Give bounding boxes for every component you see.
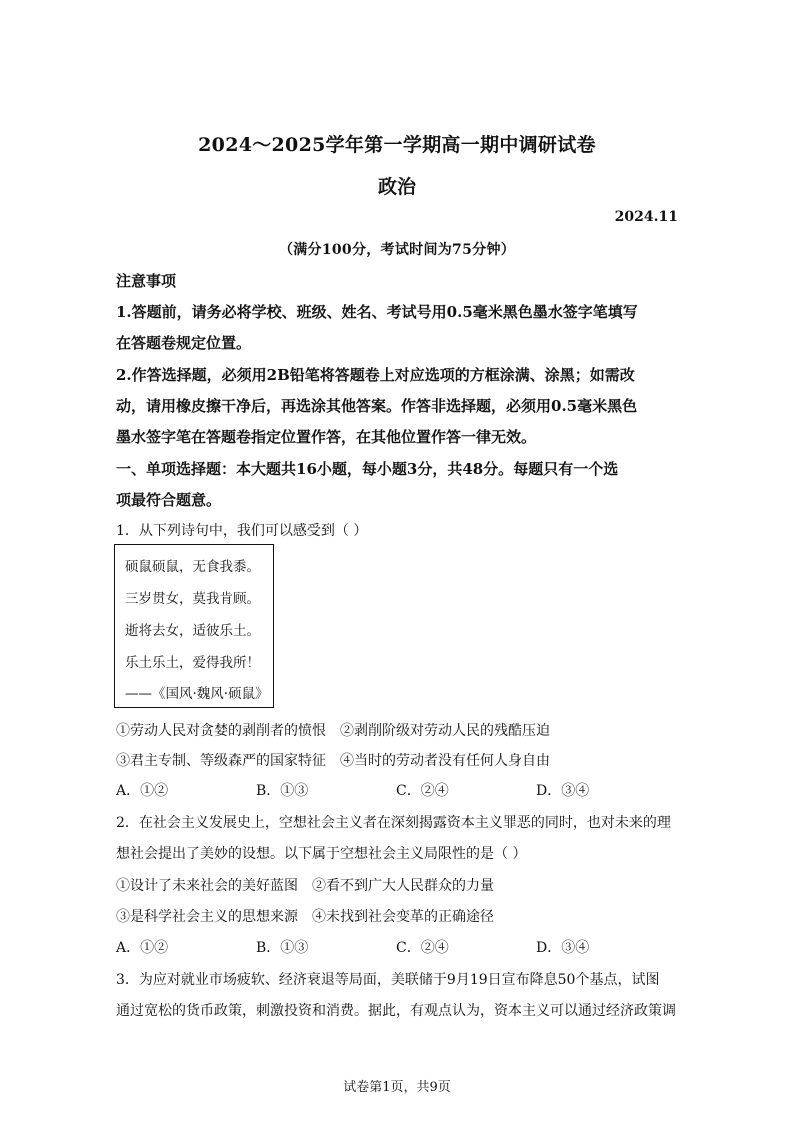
note-2-line-b: 动，请用橡皮擦干净后，再选涂其他答案。作答非选择题，必须用0.5毫米黑色 (116, 397, 638, 415)
q2-stem-a: 2．在社会主义发展史上，空想社会主义者在深刻揭露资本主义罪恶的同时，也对未来的理 (116, 815, 671, 831)
subject-title: 政治 (377, 176, 416, 198)
q1-option-d: D．③④ (536, 783, 590, 799)
q1-stem: 1．从下列诗句中，我们可以感受到（ ） (116, 523, 368, 539)
note-1-line-b: 在答题卷规定位置。 (116, 334, 252, 352)
q2-option-a: A．①② (116, 940, 169, 956)
q2-option-b: B．①③ (256, 940, 309, 956)
poem-line: 逝将去女，适彼乐土。 (125, 623, 260, 639)
q1-option-b: B．①③ (256, 783, 309, 799)
q3-stem-b: 通过宽松的货币政策，刺激投资和消费。据此，有观点认为，资本主义可以通过经济政策调 (116, 1003, 676, 1019)
exam-date: 2024.11 (614, 209, 678, 225)
section-heading-a: 一、单项选择题：本大题共16小题，每小题3分，共48分。每题只有一个选 (116, 460, 619, 478)
note-2-line-c: 墨水签字笔在答题卷指定位置作答，在其他位置作答一律无效。 (116, 428, 537, 446)
q2-stem-b: 想社会提出了美妙的设想。以下属于空想社会主义局限性的是（ ） (116, 846, 527, 862)
section-heading-b: 项最符合题意。 (116, 491, 222, 509)
poem-line: 硕鼠硕鼠，无食我黍。 (125, 559, 260, 575)
q2-statements-a: ①设计了未来社会的美好蓝图 ②看不到广大人民群众的力量 (116, 878, 494, 894)
note-1-line-a: 1.答题前，请务必将学校、班级、姓名、考试号用0.5毫米黑色墨水签字笔填写 (116, 303, 638, 321)
exam-info: （满分100分，考试时间为75分钟） (278, 242, 516, 258)
q3-stem-a: 3．为应对就业市场疲软、经济衰退等局面，美联储于9月19日宣布降息50个基点，试图 (116, 972, 660, 988)
q1-option-a: A．①② (116, 783, 169, 799)
q1-option-c: C．②④ (396, 783, 449, 799)
poem-line: 三岁贯女，莫我肯顾。 (125, 591, 260, 607)
q1-statements-a: ①劳动人民对贪婪的剥削者的愤恨 ②剥削阶级对劳动人民的残酷压迫 (116, 723, 550, 739)
q1-statements-b: ③君主专制、等级森严的国家特征 ④当时的劳动者没有任何人身自由 (116, 753, 550, 769)
note-2-line-a: 2.作答选择题，必须用2B铅笔将答题卷上对应选项的方框涂满、涂黑；如需改 (116, 366, 635, 384)
poem-line: 乐土乐土，爱得我所！ (125, 655, 260, 671)
q2-option-c: C．②④ (396, 940, 449, 956)
exam-title: 2024～2025学年第一学期高一期中调研试卷 (198, 134, 596, 156)
poem-source: ——《国风·魏风·硕鼠》 (125, 686, 269, 702)
poem-box (114, 544, 274, 708)
q2-statements-b: ③是科学社会主义的思想来源 ④未找到社会变革的正确途径 (116, 909, 494, 925)
notes-heading: 注意事项 (116, 272, 177, 290)
page-footer: 试卷第1页，共9页 (343, 1080, 451, 1095)
q2-option-d: D．③④ (536, 940, 590, 956)
